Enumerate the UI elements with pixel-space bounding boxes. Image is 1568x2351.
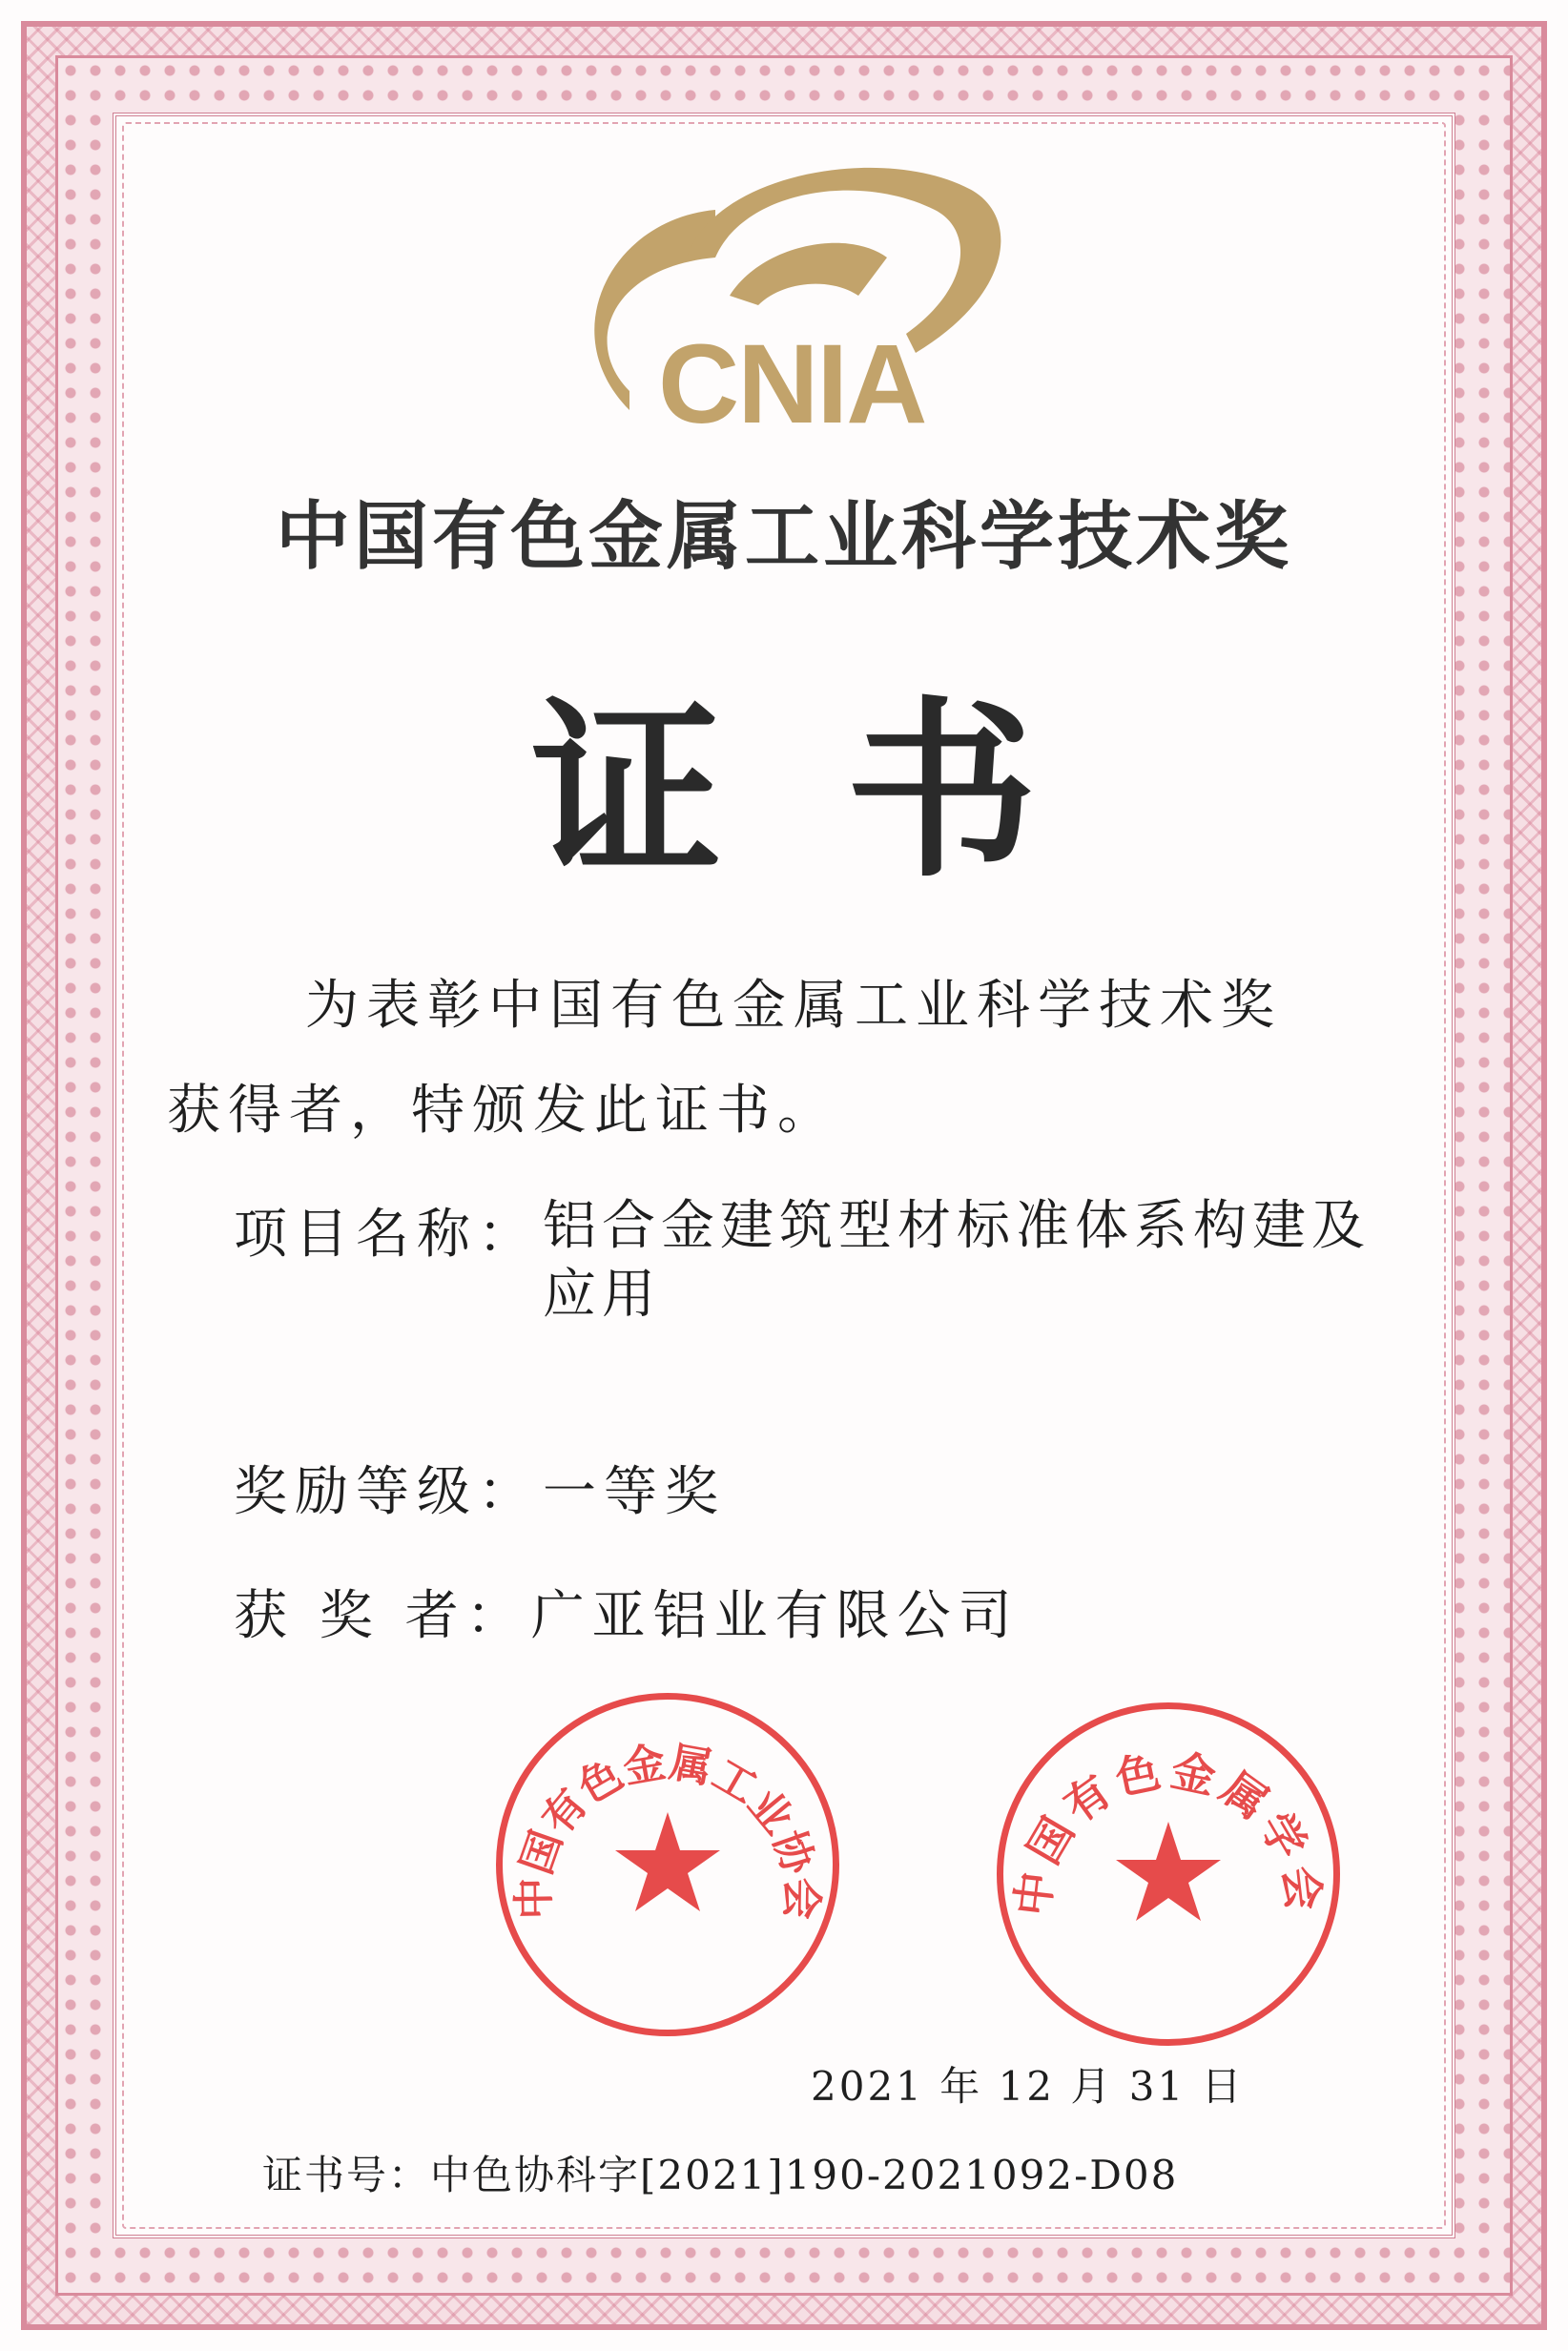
seal-2-graphic: [1003, 1709, 1333, 2039]
issue-date: 2021 年 12 月 31 日: [811, 2063, 1245, 2110]
seal-society: [997, 1702, 1340, 2046]
project-label: 项目名称：: [234, 1204, 539, 1266]
star-icon: [1116, 1822, 1221, 1921]
award-title: 中国有色金属工业科学技术奖: [275, 494, 1292, 580]
logo-text: CNIA: [658, 321, 926, 447]
winner-label: 获 奖 者：: [234, 1585, 527, 1647]
seal-industry-association: [496, 1693, 839, 2036]
certificate-number: 证书号：中色协科字[2021]190-2021092-D08: [262, 2152, 1179, 2198]
level-row: [234, 1450, 726, 1526]
star-icon: [615, 1812, 720, 1911]
seal-2-text: 中国有色金属学会: [1006, 1743, 1331, 1919]
body-line-2: 获得者，特颁发此证书。: [167, 1080, 838, 1142]
level-label: 奖励等级：: [234, 1461, 539, 1523]
project-row: [234, 1192, 1420, 1330]
cnia-logo: [572, 153, 1021, 447]
winner-value: 广亚铝业有限公司: [530, 1585, 1020, 1647]
seal-1-text: 中国有色金属工业协会: [509, 1738, 826, 1921]
seal-1-graphic: [503, 1700, 833, 2030]
project-value: 铝合金建筑型材标准体系构建及应用: [543, 1195, 1371, 1326]
certificate-heading: 证书: [530, 679, 1161, 903]
level-value: 一等奖: [543, 1461, 726, 1523]
body-line-1: 为表彰中国有色金属工业科学技术奖: [305, 975, 1282, 1037]
winner-row: [234, 1574, 1020, 1650]
